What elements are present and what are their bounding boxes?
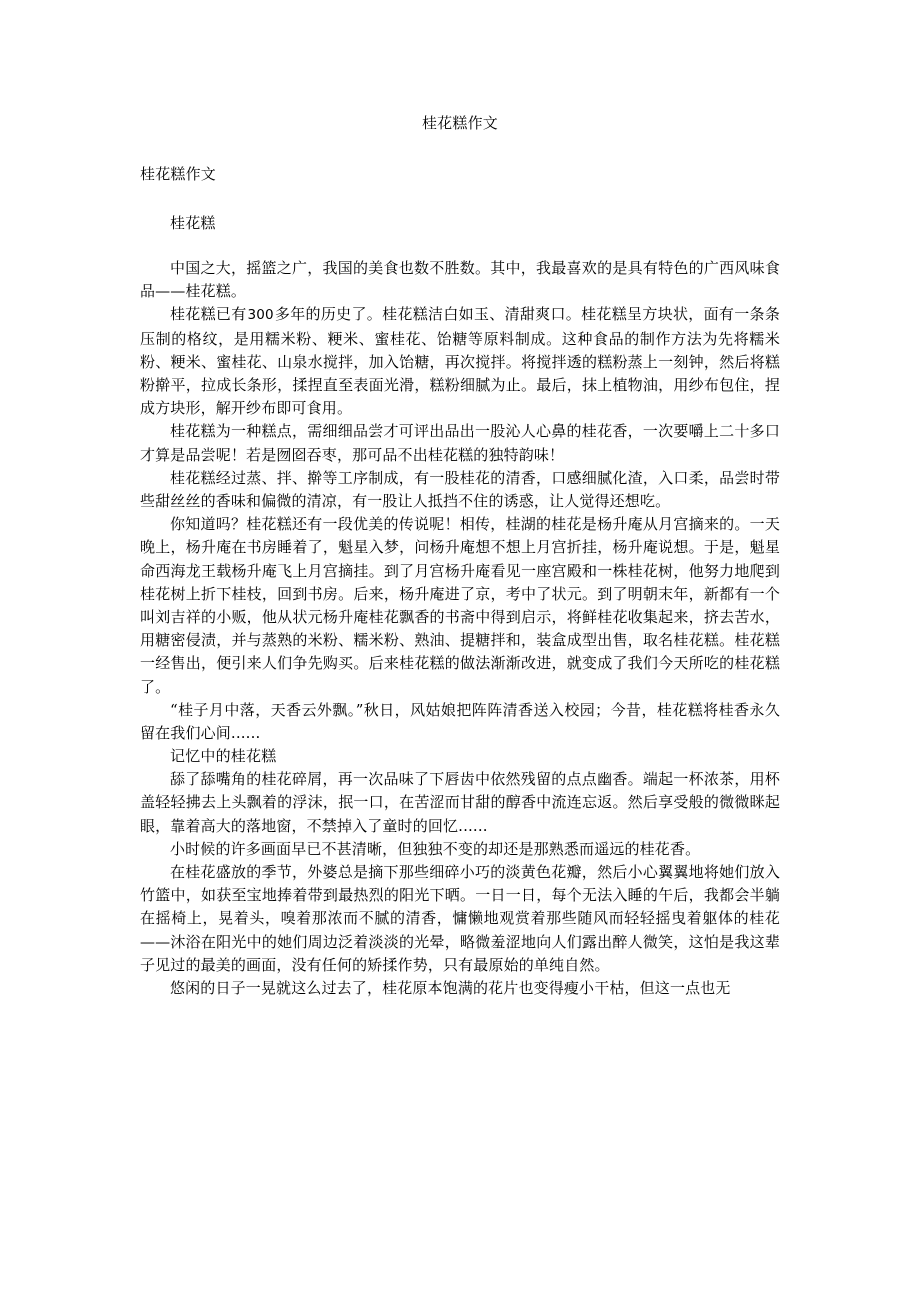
paragraph-history-part-b: 多年的历史了。桂花糕洁白如玉、清甜爽口。桂花糕呈方块状，面有一条条压制的格纹，是用糯米粉、粳米、蜜桂花、饴糖等原料制成。这种食品的制作方法为先将糯米粉、粳米、蜜桂花、山泉水搅拌，加入饴糖，再次搅拌。将搅拌透的糕粉蒸上一刻钟，然后将糕粉擀平，拉成长条形，揉捏直至表面光滑，糕粉细腻为止。最后，抹上植物油，用纱布包住，捏成方块形，解开纱布即可食用。 <box>140 305 780 418</box>
paragraph-memory-tea: 舔了舔嘴角的桂花碎屑，再一次品味了下唇齿中依然残留的点点幽香。端起一杯浓茶，用杯盖轻轻拂去上头飘着的浮沫，抿一口，在苦涩而甘甜的醇香中流连忘返。然后享受般的微微眯起眼，靠着高大的落地窗，不禁掉入了童时的回忆...... <box>140 770 780 835</box>
paragraph-legend: 你知道吗？桂花糕还有一段优美的传说呢！相传，桂湖的桂花是杨升庵从月宫摘来的。一天晚上，杨升庵在书房睡着了，魁星入梦，问杨升庵想不想上月宫折挂，杨升庵说想。于是，魁星命西海龙王载杨升庵飞上月宫摘挂。到了月宫杨升庵看见一座宫殿和一株桂花树，他努力地爬到桂花树上折下桂枝，回到书房。后来，杨升庵进了京，考中了状元。到了明朝末年，新都有一个叫刘吉祥的小贩，他从状元杨升庵桂花飘香的书斋中得到启示，将鲜桂花收集起来，挤去苦水，用糖密侵渍，并与蒸熟的米粉、糯米粉、熟油、提糖拌和，装盒成型出售，取名桂花糕。桂花糕一经售出，便引来人们争先购买。后来桂花糕的做法渐渐改进，就变成了我们今天所吃的桂花糕了。 <box>140 515 780 696</box>
paragraph-memory-fragrance: 小时候的许多画面早已不甚清晰，但独独不变的却还是那熟悉而遥远的桂花香。 <box>170 839 701 858</box>
paragraph-quote: “桂子月中落，天香云外飘。”秋日，风姑娘把阵阵清香送入校园；今昔，桂花糕将桂香永久留在我们心间...... <box>140 700 780 743</box>
paragraph-history <box>140 303 780 420</box>
section-heading-guihuagao: 桂花糕 <box>170 214 216 232</box>
document-body <box>140 112 780 1000</box>
paragraph-memory-ending: 悠闲的日子一晃就这么过去了，桂花原本饱满的花片也变得瘦小干枯，但这一点也无 <box>170 979 731 998</box>
paragraph-memory-grandma: 在桂花盛放的季节，外婆总是摘下那些细碎小巧的淡黄色花瓣，然后小心翼翼地将她们放入竹篮中，如获至宝地捧着带到最热烈的阳光下晒。一日一日，每个无法入睡的午后，我都会半躺在摇椅上，晃着头，嗅着那浓而不腻的清香，慵懒地观赏着那些随风而轻轻摇曳着躯体的桂花——沐浴在阳光中的她们周边泛着淡淡的光晕，略微羞涩地向人们露出醉人微笑，这怕是我这辈子见过的最美的画面，没有任何的矫揉作势，只有最原始的单纯自然。 <box>140 863 780 974</box>
section-heading-memory: 记忆中的桂花糕 <box>170 747 277 766</box>
document-subtitle: 桂花糕作文 <box>140 165 217 183</box>
paragraph-process: 桂花糕经过蒸、拌、擀等工序制成，有一股桂花的清香，口感细腻化渣，入口柔，品尝时带些甜丝丝的香味和偏微的清凉，有一股让人抵挡不住的诱惑，让人觉得还想吃。 <box>140 468 780 511</box>
paragraph-intro: 中国之大，摇篮之广，我国的美食也数不胜数。其中，我最喜欢的是具有特色的广西风味食品——桂花糕。 <box>140 259 780 301</box>
years-number: 300 <box>247 307 274 324</box>
paragraph-tasting: 桂花糕为一种糕点，需细细品尝才可评出品出一股沁人心鼻的桂花香，一次要嚼上二十多口才算是品尝呢！若是囫囵吞枣，那可品不出桂花糕的独特韵味！ <box>140 422 780 464</box>
paragraph-history-part-a: 桂花糕已有 <box>170 305 247 324</box>
page-title: 桂花糕作文 <box>421 114 498 132</box>
